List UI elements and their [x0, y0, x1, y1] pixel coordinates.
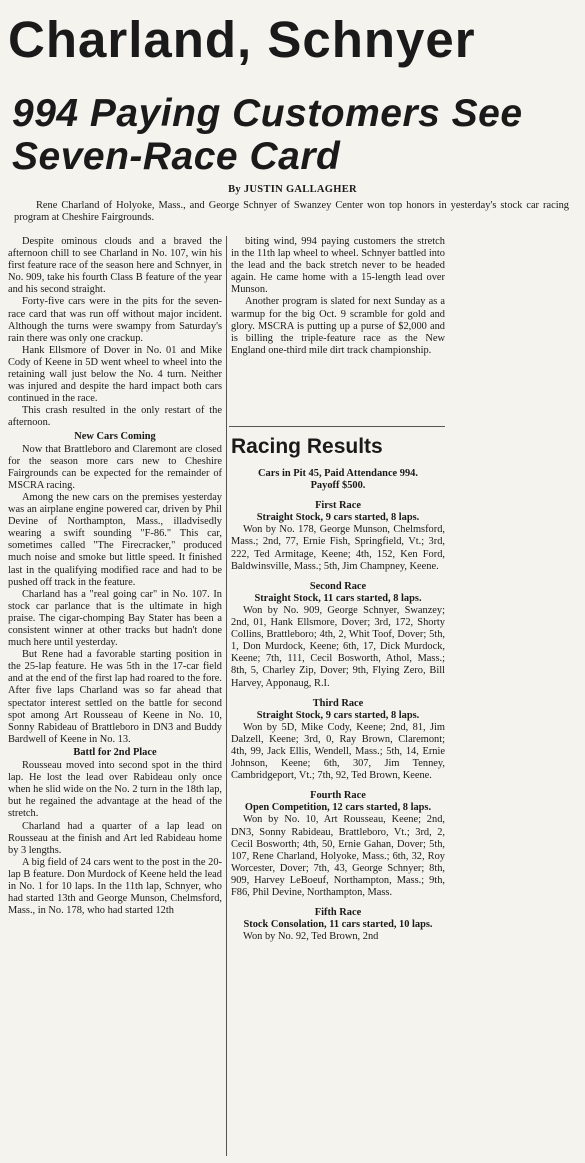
- paragraph: Another program is slated for next Sunday as a warmup for the big Oct. 9 scramble for gold and glory. MSCRA is putting up a purse of $2,000 and is billing the triple-feature race as the New England one-third mile dirt track championship.: [231, 296, 445, 356]
- section-subhead: Battl for 2nd Place: [73, 746, 157, 758]
- race-result: Won by 5D, Mike Cody, Keene; 2nd, 81, Jim Dalzell, Keene; 3rd, 0, Ray Brown, Claremont; 4th, 99, Jack Ellis, Wendell, Mass.; 5th, 14, Ernie Johnson, Keene; 6th, 307, Jim Tenney, Cambridgeport, Vt.; 7th, 92, Ted Brown, Keene.: [231, 721, 445, 782]
- race-title: Fifth Race: [314, 907, 362, 919]
- article-column-2: [231, 236, 445, 357]
- race-class: Straight Stock, 11 cars started, 8 laps.: [254, 592, 422, 604]
- paragraph: A big field of 24 cars went to the post in the 20-lap B feature. Don Murdock of Keene held the lead in No. 1 for 10 laps. In the 11th lap, Schnyer, who had started 13th and George Munson, Chelmsford, Mass., in No. 178, who had started 12th: [8, 856, 222, 917]
- payoff-line: Payoff $500.: [310, 480, 366, 492]
- race-result: Won by No. 92, Ted Brown, 2nd: [243, 931, 379, 943]
- paragraph: But Rene had a favorable starting position in the 25-lap feature. He was 5th in the 17-car field and at the end of the first lap had roared to the fore. After five laps Charland was so far ahead that spectator interest settled on the battle for second spot among Art Rousseau of Keene in No. 10, Sonny Rabideau of Brattleboro in DN3 and Buddy Bardwell of Keene in No. 13.: [8, 649, 222, 745]
- column-divider: [226, 236, 227, 1156]
- article-column-1: [8, 236, 222, 917]
- paragraph: Now that Brattleboro and Claremont are closed for the season more cars new to Cheshire Fairgrounds can be expected for the remainder of MSCRA racing.: [8, 443, 222, 491]
- section-divider: [229, 426, 445, 427]
- headline: Charland, Schnyer: [8, 12, 476, 68]
- race-title: Fourth Race: [310, 790, 366, 802]
- paragraph: Forty-five cars were in the pits for the seven-race card that was run off without major incident. Although the turns were swampy from Saturday's rain there was only one crackup.: [8, 296, 222, 344]
- paragraph: biting wind, 994 paying customers the stretch in the 11th lap wheel to wheel. Schnyer battled into the lead and the back stretch never to be headed again. He came home with a 15-length lead over Munson.: [231, 236, 445, 296]
- paragraph: Charland has a "real going car" in No. 107. In stock car parlance that is the ultimate in high praise. The cigar-chomping Bay Stater has been a consistent winner at other tracks but hadn't done much here until yesterday.: [8, 588, 222, 649]
- race-title: First Race: [315, 500, 361, 512]
- section-subhead: New Cars Coming: [74, 430, 156, 442]
- paragraph: Among the new cars on the premises yesterday was an airplane engine powered car, driven by Phil Devine of Northampton, Mass., illadvisedly wearing a swift sounding "F-86." This car, sometimes called "The Firecracker," produced much noise and smoke but little speed. It finished last in the qualifying modified race and had to be pushed off track in the feature.: [8, 491, 222, 588]
- race-result: Won by No. 178, George Munson, Chelmsford, Mass.; 2nd, 77, Ernie Fish, Springfield, Vt.; 3rd, 222, Ted Armitage, Keene; 4th, 152, Ken Ford, Baldwinsville, Mass.; 5th, Jim Champney, Keene.: [231, 524, 445, 572]
- results-title: Racing Results: [231, 435, 383, 458]
- race-class: Straight Stock, 9 cars started, 8 laps.: [256, 512, 420, 524]
- race-class: Stock Consolation, 11 cars started, 10 laps.: [243, 919, 433, 931]
- race-class: Straight Stock, 9 cars started, 8 laps.: [256, 709, 420, 721]
- race-result: Won by No. 909, George Schnyer, Swanzey; 2nd, 01, Hank Ellsmore, Dover; 3rd, 172, Shorty Collins, Brattleboro; 4th, 2, Whit Toof, Dover; 5th, 1, Don Murdock, Keene; 6th, 17, Dick Murdock, Keene; 7th, 111, Cecil Bosworth, Athol, Mass.; 8th, 5, Charley Zip, Dover; 9th, Flying Zero, Bill Harvey, Apponaug, R.I.: [231, 604, 445, 689]
- attendance-line: Cars in Pit 45, Paid Attendance 994.: [258, 468, 418, 479]
- race-title: Second Race: [309, 580, 367, 592]
- paragraph: Hank Ellsmore of Dover in No. 01 and Mike Cody of Keene in 5D went wheel to wheel into the retaining wall just below the No. 4 turn. Neither was injured and despite the hard impact both cars continued in the race.: [8, 344, 222, 405]
- paragraph: Charland had a quarter of a lap lead on Rousseau at the finish and Art led Rabideau home by 3 lengths.: [8, 820, 222, 856]
- byline: By JUSTIN GALLAGHER: [228, 184, 357, 195]
- paragraph: Rousseau moved into second spot in the third lap. He lost the lead over Rabideau only once when he slid wide on the No. 2 turn in the 18th lap, but he regained the advantage at the head of the stretch.: [8, 760, 222, 820]
- racing-results: [231, 468, 445, 943]
- lead-paragraph: Rene Charland of Holyoke, Mass., and George Schnyer of Swanzey Center won top honors in yesterday's stock car racing program at Cheshire Fairgrounds.: [14, 200, 569, 224]
- race-result: Won by No. 10, Art Rousseau, Keene; 2nd, DN3, Sonny Rabideau, Brattleboro, Vt.; 3rd, 2, Cecil Bosworth; 4th, 50, Ernie Gahan, Dover; 5th, 107, Rene Charland, Holyoke, Mass.; 6th, 32, Roy Worcester, Dover; 7th, 43, George Schnyer; 8th, 909, Harvey LeBoeuf, Northampton, Mass.; 9th, F86, Phil Devine, Northampton, Mass.: [231, 814, 445, 898]
- race-class: Open Competition, 12 cars started, 8 laps.: [244, 802, 432, 814]
- paragraph: This crash resulted in the only restart of the afternoon.: [8, 405, 222, 429]
- paragraph: Despite ominous clouds and a braved the afternoon chill to see Charland in No. 107, win his first feature race of the season here and Schnyer, in No. 909, take his fourth Class B feature of the year and his second straight.: [8, 236, 222, 296]
- race-title: Third Race: [312, 697, 364, 709]
- subheadline: 994 Paying Customers See Seven-Race Card: [12, 92, 523, 178]
